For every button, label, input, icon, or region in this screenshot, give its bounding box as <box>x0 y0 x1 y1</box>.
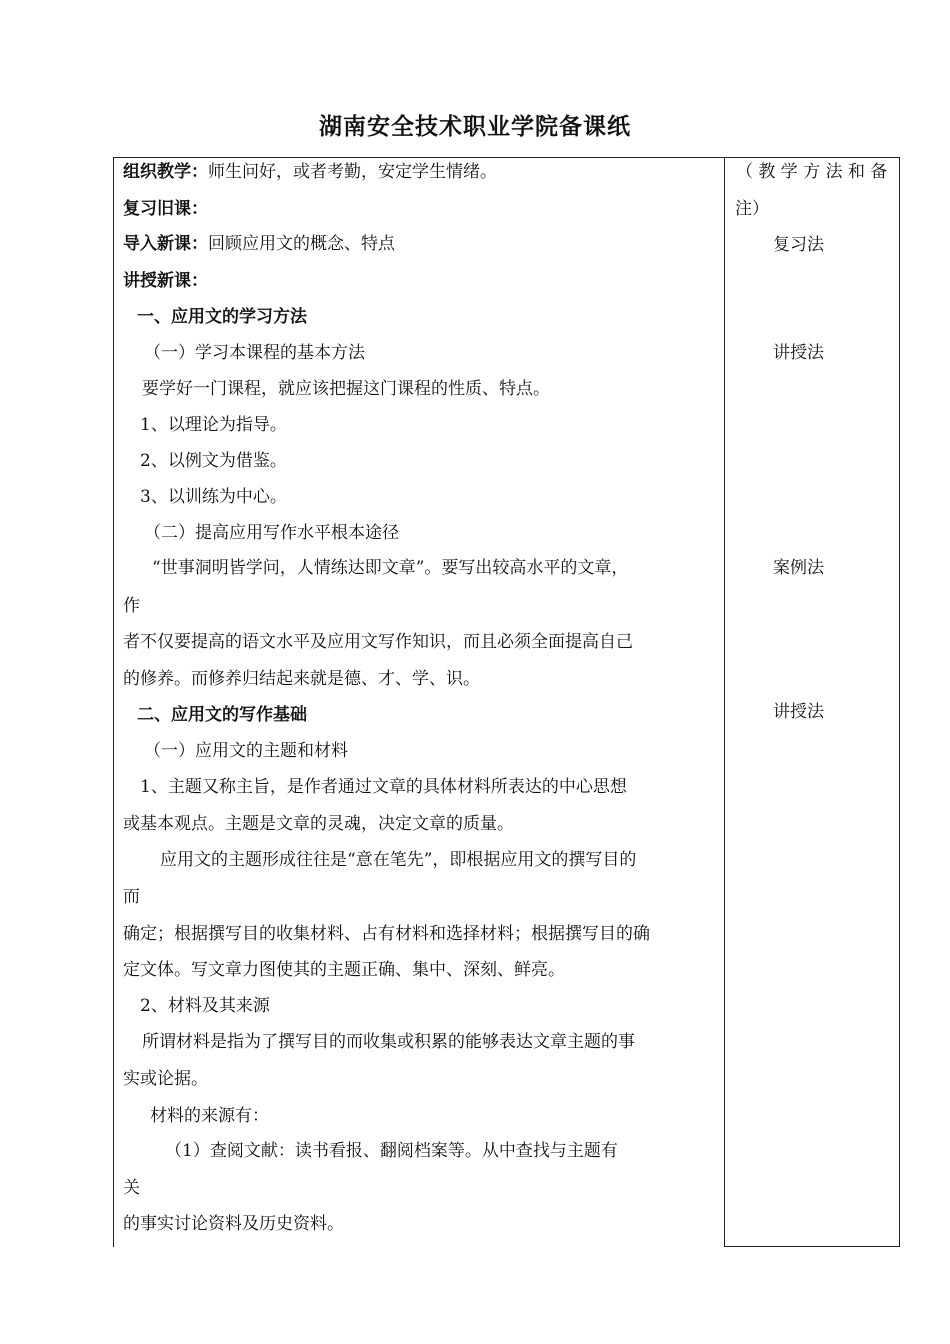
method-note: 讲授法 <box>773 343 824 363</box>
content-line: 定文体。写文章力图使其的主题正确、集中、深刻、鲜亮。 <box>123 960 565 980</box>
content-line: “世事洞明皆学问，人情练达即文章”。要写出较高水平的文章， <box>152 558 629 578</box>
content-line: 实或论据。 <box>123 1069 208 1089</box>
section-label: 复习旧课： <box>123 199 208 219</box>
content-line: 应用文的主题形成往往是“意在笔先”，即根据应用文的撰写目的 <box>160 850 637 870</box>
section-heading: 二、应用文的写作基础 <box>137 705 307 725</box>
method-note: 案例法 <box>773 558 824 578</box>
content-text: 回顾应用文的概念、特点 <box>208 234 395 254</box>
subsection-heading: （一）学习本课程的基本方法 <box>144 343 365 363</box>
subsection-heading: （一）应用文的主题和材料 <box>144 741 348 761</box>
content-line: 材料的来源有： <box>150 1106 269 1126</box>
column-header: （ 教 学 方 法 和 备 <box>736 162 888 182</box>
method-note: 讲授法 <box>773 702 824 722</box>
content-line <box>123 162 497 182</box>
content-line: 确定；根据撰写目的收集材料、占有材料和选择材料；根据撰写目的确 <box>123 924 650 944</box>
content-line: 或基本观点。主题是文章的灵魂，决定文章的质量。 <box>123 814 514 834</box>
table-border-left <box>113 157 114 1247</box>
content-line: 的事实讨论资料及历史资料。 <box>123 1214 344 1234</box>
content-line <box>123 271 208 291</box>
content-line: 关 <box>123 1178 140 1198</box>
content-line: 者不仅要提高的语文水平及应用文写作知识，而且必须全面提高自己 <box>123 632 633 652</box>
content-line: 要学好一门课程，就应该把握这门课程的性质、特点。 <box>142 379 550 399</box>
table-border-bottom <box>724 1246 900 1247</box>
subsection-heading: （二）提高应用写作水平根本途径 <box>144 523 399 543</box>
list-item: 1、主题又称主旨，是作者通过文章的具体材料所表达的中心思想 <box>140 777 627 797</box>
content-line <box>123 234 395 254</box>
column-header: 注） <box>735 199 769 219</box>
section-label: 讲授新课： <box>123 271 208 291</box>
content-line: 而 <box>123 887 140 907</box>
section-heading: 一、应用文的学习方法 <box>137 307 307 327</box>
section-label: 导入新课： <box>123 234 208 254</box>
list-item: （1）查阅文献：读书看报、翻阅档案等。从中查找与主题有 <box>165 1141 618 1161</box>
content-line: 的修养。而修养归结起来就是德、才、学、识。 <box>123 669 480 689</box>
table-column-divider <box>724 157 725 1247</box>
section-label: 组织教学： <box>123 162 208 182</box>
page-title: 湖南安全技术职业学院备课纸 <box>319 113 631 140</box>
list-item: 1、以理论为指导。 <box>140 415 287 435</box>
content-line <box>123 199 208 219</box>
table-border-right <box>899 157 900 1247</box>
list-item: 2、以例文为借鉴。 <box>140 451 287 471</box>
list-item: 3、以训练为中心。 <box>140 487 287 507</box>
table-border-top <box>113 157 900 158</box>
list-item: 2、材料及其来源 <box>140 996 270 1016</box>
content-line: 作 <box>123 596 140 616</box>
content-line: 所谓材料是指为了撰写目的而收集或积累的能够表达文章主题的事 <box>142 1032 635 1052</box>
content-text: 师生问好，或者考勤，安定学生情绪。 <box>208 162 497 182</box>
method-note: 复习法 <box>773 235 824 255</box>
